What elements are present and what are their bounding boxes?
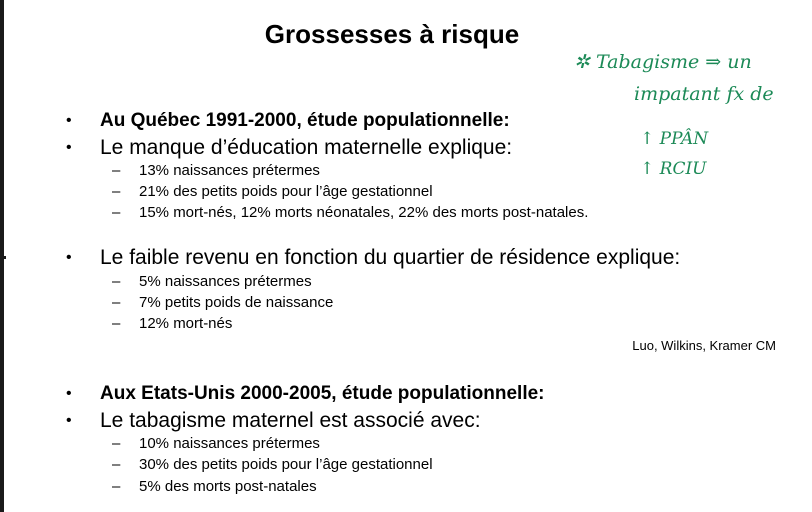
point-text: Le manque d’éducation maternelle explique: [100,136,513,159]
bullet: • [66,412,72,429]
subpoint-text: 15% mort-nés, 12% morts néonatales, 22% des morts post-natales. [139,204,589,221]
annotation-line: ✲ Tabagisme ⇒ un [574,51,752,73]
handwritten-annotation [570,32,810,192]
dash: – [112,273,121,290]
point-text: Le faible revenu en fonction du quartier de résidence explique: [100,246,681,269]
bullet: • [66,385,72,402]
dash: – [112,294,121,311]
dash: – [112,204,121,221]
dash: – [112,162,121,179]
citation: Luo, Wilkins, Kramer CM [632,338,776,353]
subpoint-text: 12% mort-nés [139,315,233,332]
subpoint-text: 21% des petits poids pour l’âge gestationnel [139,183,433,200]
bullet: • [66,139,72,156]
slide-title: Grossesses à risque [264,19,520,49]
heading-text: Au Québec 1991-2000, étude populationnelle: [100,110,510,131]
dash: – [112,478,121,495]
heading-text: Aux Etats-Unis 2000-2005, étude populationnelle: [100,383,545,404]
annotation-line: impatant fx de [634,83,774,105]
subpoint-text: 5% des morts post-natales [139,478,317,495]
bullet: • [66,249,72,266]
bullet: • [66,112,72,129]
annotation-line: ↑ RCIU [640,159,707,179]
point-text: Le tabagisme maternel est associé avec: [100,409,481,432]
subpoint-text: 7% petits poids de naissance [139,294,334,311]
left-edge-mark [0,256,6,259]
subpoint-text: 13% naissances prétermes [139,162,320,179]
subpoint-text: 30% des petits poids pour l’âge gestationnel [139,456,433,473]
subpoint-text: 5% naissances prétermes [139,273,312,290]
dash: – [112,183,121,200]
dash: – [112,315,121,332]
dash: – [112,456,121,473]
annotation-line: ↑ PPÂN [640,129,709,149]
subpoint-text: 10% naissances prétermes [139,435,320,452]
dash: – [112,435,121,452]
